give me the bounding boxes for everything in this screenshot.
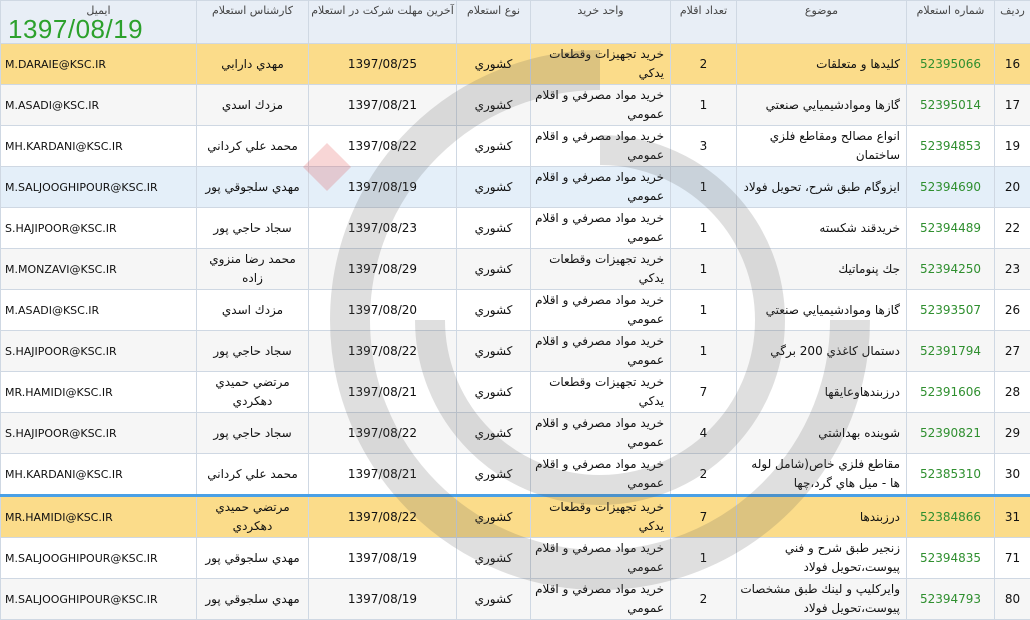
- subject-cell: ايزوگام طبق شرح، تحويل فولاد: [737, 167, 907, 208]
- inquiry-type-cell: كشوري: [457, 372, 531, 413]
- deadline-cell: 1397/08/29: [309, 249, 457, 290]
- email-cell: S.HAJIPOOR@KSC.IR: [1, 413, 197, 454]
- header-radif: رديف: [995, 1, 1030, 44]
- deadline-cell: 1397/08/19: [309, 538, 457, 579]
- email-cell: M.DARAIE@KSC.IR: [1, 44, 197, 85]
- item-count-cell: 1: [671, 538, 737, 579]
- expert-cell: محمد رضا منزوي زاده: [197, 249, 309, 290]
- inquiry-type-cell: كشوري: [457, 413, 531, 454]
- expert-cell: سجاد حاجي پور: [197, 208, 309, 249]
- subject-cell: انواع مصالح ومقاطع فلزي ساختمان: [737, 126, 907, 167]
- subject-cell: وايركليپ و لينك طبق مشخصات پيوست،تحويل فولاد: [737, 579, 907, 620]
- email-cell: S.HAJIPOOR@KSC.IR: [1, 331, 197, 372]
- table-row[interactable]: [1, 167, 1030, 208]
- header-inquiry-type: نوع استعلام: [457, 1, 531, 44]
- row-number: 30: [995, 454, 1030, 496]
- email-cell: S.HAJIPOOR@KSC.IR: [1, 208, 197, 249]
- purchase-unit-cell: خريد مواد مصرفي و اقلام عمومي: [531, 579, 671, 620]
- expert-cell: مهدي سلجوقي پور: [197, 538, 309, 579]
- subject-cell: جك پنوماتيك: [737, 249, 907, 290]
- row-number: 28: [995, 372, 1030, 413]
- table-row[interactable]: [1, 85, 1030, 126]
- subject-cell: شوينده بهداشتي: [737, 413, 907, 454]
- table-body: [1, 44, 1030, 620]
- deadline-cell: 1397/08/21: [309, 454, 457, 496]
- inquiry-number-link[interactable]: 52390821: [907, 413, 995, 454]
- inquiry-type-cell: كشوري: [457, 538, 531, 579]
- overlay-date: 1397/08/19: [8, 14, 143, 45]
- subject-cell: خريدقند شكسته: [737, 208, 907, 249]
- table-header-row: [1, 1, 1030, 44]
- deadline-cell: 1397/08/21: [309, 85, 457, 126]
- item-count-cell: 7: [671, 372, 737, 413]
- subject-cell: دستمال كاغذي 200 برگي: [737, 331, 907, 372]
- purchase-unit-cell: خريد مواد مصرفي و اقلام عمومي: [531, 413, 671, 454]
- email-cell: M.ASADI@KSC.IR: [1, 85, 197, 126]
- purchase-unit-cell: خريد مواد مصرفي و اقلام عمومي: [531, 454, 671, 496]
- inquiry-type-cell: كشوري: [457, 331, 531, 372]
- deadline-cell: 1397/08/22: [309, 496, 457, 538]
- expert-cell: مهدي سلجوقي پور: [197, 579, 309, 620]
- inquiry-number-link[interactable]: 52384866: [907, 496, 995, 538]
- row-number: 27: [995, 331, 1030, 372]
- inquiry-number-link[interactable]: 52391794: [907, 331, 995, 372]
- expert-cell: محمد علي كرداني: [197, 126, 309, 167]
- item-count-cell: 4: [671, 413, 737, 454]
- table-row[interactable]: [1, 496, 1030, 538]
- row-number: 26: [995, 290, 1030, 331]
- email-cell: MH.KARDANI@KSC.IR: [1, 454, 197, 496]
- deadline-cell: 1397/08/22: [309, 413, 457, 454]
- inquiry-number-link[interactable]: 52394690: [907, 167, 995, 208]
- email-cell: M.SALJOOGHIPOUR@KSC.IR: [1, 538, 197, 579]
- inquiry-type-cell: كشوري: [457, 290, 531, 331]
- item-count-cell: 2: [671, 579, 737, 620]
- email-cell: MR.HAMIDI@KSC.IR: [1, 372, 197, 413]
- inquiry-number-link[interactable]: 52395014: [907, 85, 995, 126]
- table-row[interactable]: [1, 579, 1030, 620]
- inquiry-number-link[interactable]: 52394793: [907, 579, 995, 620]
- purchase-unit-cell: خريد تجهيزات وقطعات يدكي: [531, 44, 671, 85]
- row-number: 20: [995, 167, 1030, 208]
- purchase-unit-cell: خريد تجهيزات وقطعات يدكي: [531, 372, 671, 413]
- table-row[interactable]: [1, 290, 1030, 331]
- header-purchase-unit: واحد خريد: [531, 1, 671, 44]
- subject-cell: زنجير طبق شرح و فني پيوست،تحويل فولاد: [737, 538, 907, 579]
- email-cell: M.ASADI@KSC.IR: [1, 290, 197, 331]
- expert-cell: مزدك اسدي: [197, 85, 309, 126]
- expert-cell: مهدي دارابي: [197, 44, 309, 85]
- row-number: 17: [995, 85, 1030, 126]
- row-number: 19: [995, 126, 1030, 167]
- inquiry-type-cell: كشوري: [457, 454, 531, 496]
- inquiry-number-link[interactable]: 52391606: [907, 372, 995, 413]
- expert-cell: مزدك اسدي: [197, 290, 309, 331]
- inquiry-number-link[interactable]: 52394250: [907, 249, 995, 290]
- subject-cell: كليدها و متعلقات: [737, 44, 907, 85]
- inquiry-type-cell: كشوري: [457, 249, 531, 290]
- subject-cell: درزبندها: [737, 496, 907, 538]
- row-number: 16: [995, 44, 1030, 85]
- table-row[interactable]: [1, 454, 1030, 496]
- inquiry-number-link[interactable]: 52385310: [907, 454, 995, 496]
- table-row[interactable]: [1, 44, 1030, 85]
- expert-cell: سجاد حاجي پور: [197, 331, 309, 372]
- expert-cell: مهدي سلجوقي پور: [197, 167, 309, 208]
- item-count-cell: 1: [671, 331, 737, 372]
- expert-cell: مرتضي حميدي دهكردي: [197, 372, 309, 413]
- table-row[interactable]: [1, 538, 1030, 579]
- table-row[interactable]: [1, 208, 1030, 249]
- inquiry-type-cell: كشوري: [457, 85, 531, 126]
- purchase-unit-cell: خريد مواد مصرفي و اقلام عمومي: [531, 167, 671, 208]
- item-count-cell: 7: [671, 496, 737, 538]
- table-row[interactable]: [1, 249, 1030, 290]
- deadline-cell: 1397/08/20: [309, 290, 457, 331]
- row-number: 23: [995, 249, 1030, 290]
- email-cell: MH.KARDANI@KSC.IR: [1, 126, 197, 167]
- subject-cell: گازها ومواد‌شيميايي صنعتي: [737, 290, 907, 331]
- email-cell: M.MONZAVI@KSC.IR: [1, 249, 197, 290]
- header-deadline: آخرين مهلت شركت در استعلام: [309, 1, 457, 44]
- row-number: 71: [995, 538, 1030, 579]
- purchase-unit-cell: خريد مواد مصرفي و اقلام عمومي: [531, 126, 671, 167]
- email-cell: MR.HAMIDI@KSC.IR: [1, 496, 197, 538]
- inquiry-type-cell: كشوري: [457, 496, 531, 538]
- email-cell: M.SALJOOGHIPOUR@KSC.IR: [1, 167, 197, 208]
- inquiry-type-cell: كشوري: [457, 208, 531, 249]
- inquiry-type-cell: كشوري: [457, 579, 531, 620]
- expert-cell: مرتضي حميدي دهكردي: [197, 496, 309, 538]
- header-subject: موضوع: [737, 1, 907, 44]
- row-number: 22: [995, 208, 1030, 249]
- purchase-unit-cell: خريد مواد مصرفي و اقلام عمومي: [531, 85, 671, 126]
- table-row[interactable]: [1, 372, 1030, 413]
- subject-cell: درزبندهاوعايقها: [737, 372, 907, 413]
- purchase-unit-cell: خريد مواد مصرفي و اقلام عمومي: [531, 538, 671, 579]
- item-count-cell: 1: [671, 290, 737, 331]
- email-cell: M.SALJOOGHIPOUR@KSC.IR: [1, 579, 197, 620]
- purchase-unit-cell: خريد تجهيزات وقطعات يدكي: [531, 496, 671, 538]
- item-count-cell: 2: [671, 454, 737, 496]
- purchase-unit-cell: خريد مواد مصرفي و اقلام عمومي: [531, 331, 671, 372]
- deadline-cell: 1397/08/19: [309, 579, 457, 620]
- row-number: 29: [995, 413, 1030, 454]
- header-item-count: تعداد اقلام: [671, 1, 737, 44]
- item-count-cell: 1: [671, 208, 737, 249]
- subject-cell: مقاطع فلزي خاص(شامل لوله ها - ميل هاي گرد،چها: [737, 454, 907, 496]
- item-count-cell: 2: [671, 44, 737, 85]
- item-count-cell: 3: [671, 126, 737, 167]
- inquiry-number-link[interactable]: 52395066: [907, 44, 995, 85]
- purchase-unit-cell: خريد مواد مصرفي و اقلام عمومي: [531, 290, 671, 331]
- expert-cell: محمد علي كرداني: [197, 454, 309, 496]
- item-count-cell: 1: [671, 167, 737, 208]
- inquiry-number-link[interactable]: 52394835: [907, 538, 995, 579]
- item-count-cell: 1: [671, 249, 737, 290]
- deadline-cell: 1397/08/19: [309, 167, 457, 208]
- inquiry-type-cell: كشوري: [457, 44, 531, 85]
- subject-cell: گازها ومواد‌شيميايي صنعتي: [737, 85, 907, 126]
- inquiry-type-cell: كشوري: [457, 126, 531, 167]
- deadline-cell: 1397/08/22: [309, 331, 457, 372]
- header-email: ايميل: [1, 1, 197, 44]
- header-expert: كارشناس استعلام: [197, 1, 309, 44]
- header-inquiry-number: شماره استعلام: [907, 1, 995, 44]
- row-number: 31: [995, 496, 1030, 538]
- deadline-cell: 1397/08/21: [309, 372, 457, 413]
- purchase-unit-cell: خريد تجهيزات وقطعات يدكي: [531, 249, 671, 290]
- item-count-cell: 1: [671, 85, 737, 126]
- inquiry-number-link[interactable]: 52394489: [907, 208, 995, 249]
- inquiry-number-link[interactable]: 52393507: [907, 290, 995, 331]
- purchase-unit-cell: خريد مواد مصرفي و اقلام عمومي: [531, 208, 671, 249]
- table-row[interactable]: [1, 413, 1030, 454]
- table-row[interactable]: [1, 331, 1030, 372]
- deadline-cell: 1397/08/25: [309, 44, 457, 85]
- deadline-cell: 1397/08/22: [309, 126, 457, 167]
- expert-cell: سجاد حاجي پور: [197, 413, 309, 454]
- deadline-cell: 1397/08/23: [309, 208, 457, 249]
- row-number: 80: [995, 579, 1030, 620]
- inquiry-number-link[interactable]: 52394853: [907, 126, 995, 167]
- inquiry-type-cell: كشوري: [457, 167, 531, 208]
- table-row[interactable]: [1, 126, 1030, 167]
